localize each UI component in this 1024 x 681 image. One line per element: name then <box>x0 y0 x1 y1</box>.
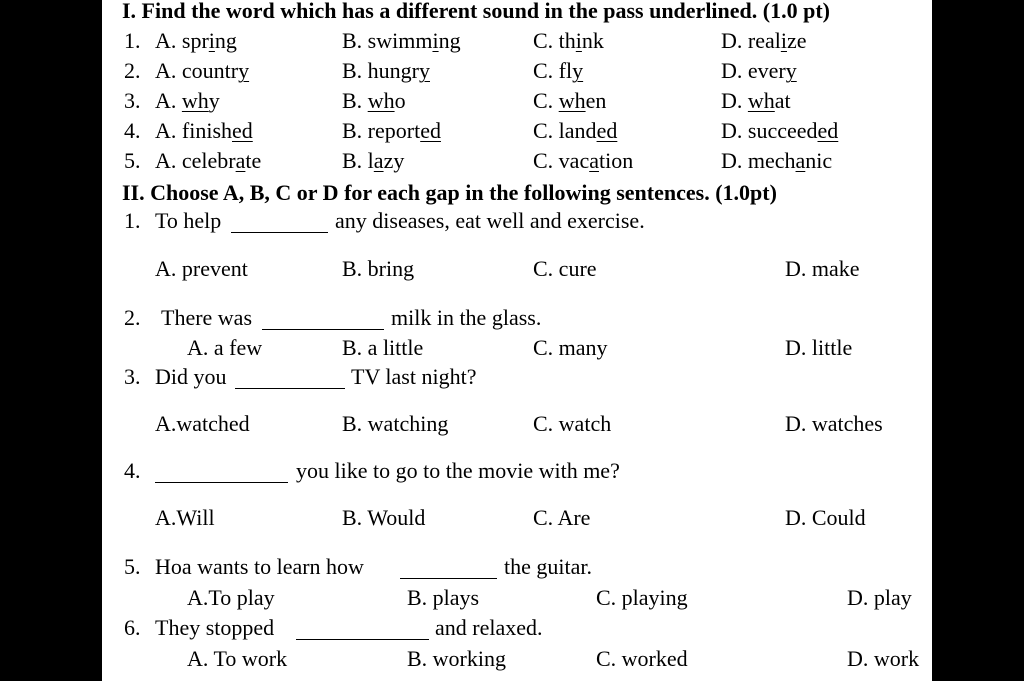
answer-option <box>533 28 604 54</box>
option-text: C. fl <box>533 58 573 83</box>
option-text: nic <box>805 148 833 173</box>
answer-option: B. watching <box>342 411 449 436</box>
question-number: 5. <box>124 554 141 579</box>
answer-option: A. a few <box>187 335 263 360</box>
underlined-sound: i <box>208 28 215 53</box>
answer-option <box>721 148 832 174</box>
answer-option: B. working <box>407 646 506 671</box>
option-text: C. vac <box>533 148 590 173</box>
answer-option <box>342 118 441 144</box>
answer-blank <box>235 388 345 389</box>
question-text: and relaxed. <box>435 615 543 640</box>
answer-option: D. watches <box>785 411 883 436</box>
answer-option: D. Could <box>785 505 866 530</box>
option-text: zy <box>383 148 405 173</box>
option-text: o <box>394 88 406 113</box>
answer-option: A. prevent <box>155 256 248 281</box>
answer-option: B. plays <box>407 585 480 610</box>
question-number: 3. <box>124 88 141 113</box>
answer-option: A.watched <box>155 411 250 436</box>
answer-option <box>342 28 461 54</box>
option-text: tion <box>598 148 634 173</box>
answer-option <box>342 148 404 174</box>
option-text: D. mech <box>721 148 796 173</box>
option-text: D. ever <box>721 58 786 83</box>
answer-option: C. playing <box>596 585 688 610</box>
option-text: te <box>245 148 262 173</box>
answer-option <box>155 148 261 174</box>
answer-option <box>155 118 253 144</box>
option-text: ze <box>786 28 807 53</box>
answer-option: B. bring <box>342 256 415 281</box>
underlined-sound: ed <box>420 118 441 143</box>
underlined-sound: wh <box>181 88 209 113</box>
question-number: 2. <box>124 58 141 83</box>
option-text: B. <box>342 88 368 113</box>
question-text: the guitar. <box>504 554 592 579</box>
option-text: D. <box>721 88 748 113</box>
question-text: To help <box>155 208 222 233</box>
question-text: They stopped <box>155 615 275 640</box>
underlined-sound: y <box>419 58 430 83</box>
option-text: ng <box>438 28 461 53</box>
question-text: Did you <box>155 364 227 389</box>
underlined-sound: y <box>572 58 584 83</box>
section-1-heading: I. Find the word which has a different sound in the pass underlined. (1.0 pt) <box>122 0 830 23</box>
underlined-sound: y <box>238 58 250 83</box>
option-text: C. land <box>533 118 597 143</box>
question-number: 4. <box>124 458 141 483</box>
underlined-sound: a <box>373 148 384 173</box>
question-number: 2. <box>124 305 141 330</box>
option-text: B. l <box>342 148 374 173</box>
answer-option: C. cure <box>533 256 597 281</box>
answer-option <box>721 88 791 114</box>
answer-option <box>533 148 633 174</box>
underlined-sound: i <box>432 28 439 53</box>
option-text: B. report <box>342 118 421 143</box>
option-text: A. countr <box>155 58 239 83</box>
underlined-sound: a <box>795 148 806 173</box>
question-number: 1. <box>124 208 141 233</box>
option-text: en <box>585 88 607 113</box>
question-number: 3. <box>124 364 141 389</box>
answer-option: B. Would <box>342 505 426 530</box>
answer-option <box>533 88 606 114</box>
option-text: C. <box>533 88 559 113</box>
option-text: A. spr <box>155 28 209 53</box>
option-text: A. <box>155 88 182 113</box>
question-number: 5. <box>124 148 141 173</box>
answer-blank <box>296 639 429 640</box>
answer-option <box>721 58 797 84</box>
question-text: There was <box>161 305 253 330</box>
answer-blank <box>400 578 497 579</box>
answer-option <box>155 88 220 114</box>
answer-option: C. watch <box>533 411 612 436</box>
answer-option: D. make <box>785 256 860 281</box>
underlined-sound: wh <box>558 88 586 113</box>
answer-option <box>533 118 617 144</box>
underlined-sound: wh <box>367 88 395 113</box>
answer-option: D. work <box>847 646 920 671</box>
question-number: 1. <box>124 28 141 53</box>
option-text: at <box>774 88 791 113</box>
section-2-heading: II. Choose A, B, C or D for each gap in the following sentences. (1.0pt) <box>122 180 777 205</box>
answer-option <box>721 118 838 144</box>
option-text: D. real <box>721 28 781 53</box>
option-text: C. th <box>533 28 576 53</box>
underlined-sound: i <box>575 28 582 53</box>
question-number: 4. <box>124 118 141 143</box>
answer-option: C. Are <box>533 505 591 530</box>
option-text: y <box>208 88 220 113</box>
answer-option <box>721 28 807 54</box>
answer-option: A. To work <box>187 646 288 671</box>
answer-option: B. a little <box>342 335 424 360</box>
option-text: D. succeed <box>721 118 818 143</box>
answer-blank <box>155 482 288 483</box>
answer-option <box>533 58 583 84</box>
answer-option: A.To play <box>187 585 275 610</box>
option-text: nk <box>581 28 604 53</box>
answer-option: D. play <box>847 585 912 610</box>
question-text: Hoa wants to learn how <box>155 554 364 579</box>
answer-option <box>155 28 237 54</box>
option-text: B. hungr <box>342 58 419 83</box>
answer-option <box>342 88 406 114</box>
option-text: B. swimm <box>342 28 433 53</box>
option-text: ng <box>214 28 237 53</box>
question-text: milk in the glass. <box>391 305 542 330</box>
option-text: A. finish <box>155 118 232 143</box>
answer-option <box>155 58 249 84</box>
underlined-sound: ed <box>596 118 618 143</box>
answer-option: C. worked <box>596 646 688 671</box>
worksheet-page <box>102 0 932 681</box>
question-text: any diseases, eat well and exercise. <box>335 208 645 233</box>
underlined-sound: a <box>235 148 246 173</box>
underlined-sound: a <box>589 148 599 173</box>
option-text: A. celebr <box>155 148 236 173</box>
underlined-sound: wh <box>747 88 775 113</box>
question-text: you like to go to the movie with me? <box>296 458 620 483</box>
underlined-sound: ed <box>817 118 839 143</box>
underlined-sound: y <box>785 58 797 83</box>
answer-option <box>342 58 430 84</box>
answer-option: C. many <box>533 335 608 360</box>
answer-option: D. little <box>785 335 853 360</box>
question-text: TV last night? <box>351 364 477 389</box>
answer-blank <box>262 329 384 330</box>
underlined-sound: ed <box>232 118 253 143</box>
underlined-sound: i <box>780 28 787 53</box>
answer-blank <box>231 232 328 233</box>
question-number: 6. <box>124 615 141 640</box>
answer-option: A.Will <box>155 505 215 530</box>
